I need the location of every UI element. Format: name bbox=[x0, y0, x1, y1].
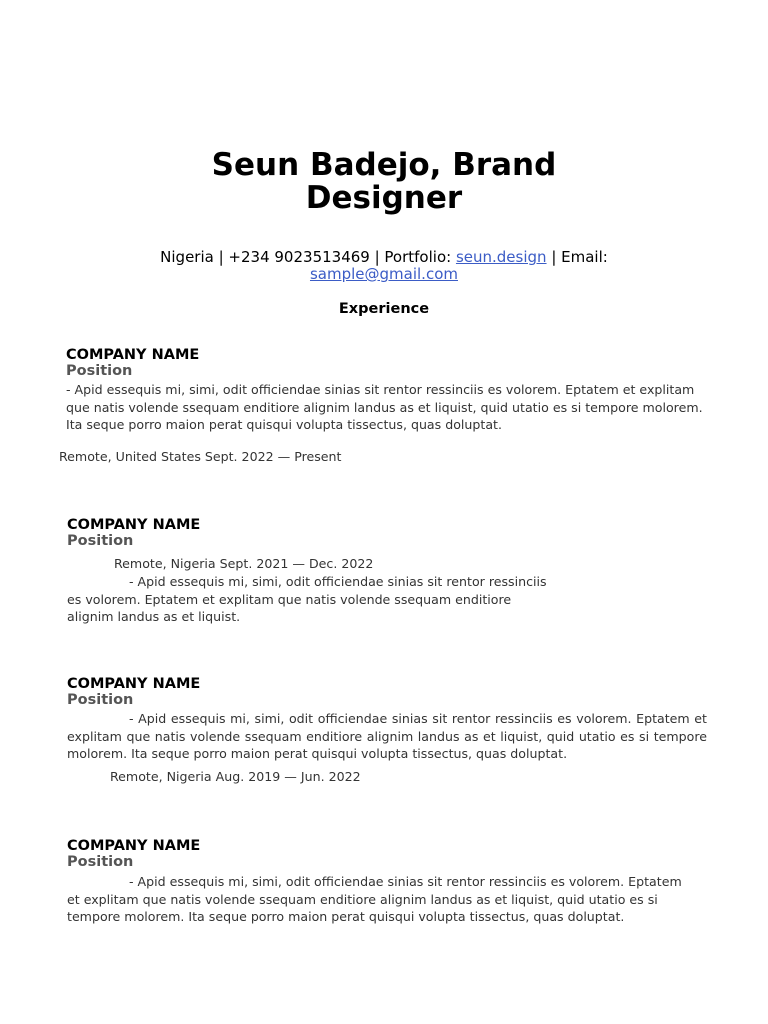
job-3-location-dates: Remote, Nigeria Aug. 2019 — Jun. 2022 bbox=[110, 769, 361, 784]
job-4-company: COMPANY NAME bbox=[67, 838, 201, 854]
experience-heading: Experience bbox=[338, 301, 430, 317]
job-4-description: - Apid essequis mi, simi, odit officiendae sinias sit rentor ressinciis es volorem. Eptatem et explitam que natis volende ssequam enditiore alignim landus as et liquist, quid utatio es si tempore molorem. Ita seque porro maion perat quisqui volupta tissectus, quas doluptat. bbox=[67, 874, 682, 924]
job-3-position: Position bbox=[67, 692, 134, 708]
job-3-company: COMPANY NAME bbox=[67, 676, 201, 692]
job-2-company: COMPANY NAME bbox=[67, 517, 201, 533]
job-2-location-dates: Remote, Nigeria Sept. 2021 — Dec. 2022 bbox=[114, 556, 374, 571]
resume-name-title: Seun Badejo, Brand Designer bbox=[211, 147, 557, 216]
job-1-location-dates: Remote, United States Sept. 2022 — Present bbox=[59, 449, 342, 464]
contact-separator-text: | Email: bbox=[546, 248, 608, 266]
job-1-description: - Apid essequis mi, simi, odit officiendae sinias sit rentor ressinciis es volorem. Eptatem et explitam que natis volende ssequam enditiore alignim landus as et liquist, quid utatio es si tempore molorem. Ita seque porro maion perat quisqui volupta tissectus, quas doluptat. bbox=[66, 382, 703, 432]
job-1-company: COMPANY NAME bbox=[66, 347, 200, 363]
email-link[interactable]: sample@gmail.com bbox=[309, 265, 458, 283]
job-2-position: Position bbox=[67, 533, 134, 549]
portfolio-link[interactable]: seun.design bbox=[455, 248, 547, 266]
job-1-position: Position bbox=[66, 363, 133, 379]
job-2-description: - Apid essequis mi, simi, odit officiendae sinias sit rentor ressinciis es volorem. Eptatem et explitam que natis volende ssequam enditiore alignim landus as et liquist. bbox=[67, 574, 547, 624]
job-3-description: - Apid essequis mi, simi, odit officiendae sinias sit rentor ressinciis es volorem. Eptatem et explitam que natis volende ssequam enditiore alignim landus as et liquist, quid utatio es si tempore molorem. Ita seque porro maion perat quisqui volupta tissectus, quas doluptat. bbox=[67, 711, 707, 761]
contact-line bbox=[100, 249, 668, 283]
job-4-position: Position bbox=[67, 854, 134, 870]
contact-info-text: Nigeria | +234 9023513469 | Portfolio: bbox=[160, 248, 456, 266]
